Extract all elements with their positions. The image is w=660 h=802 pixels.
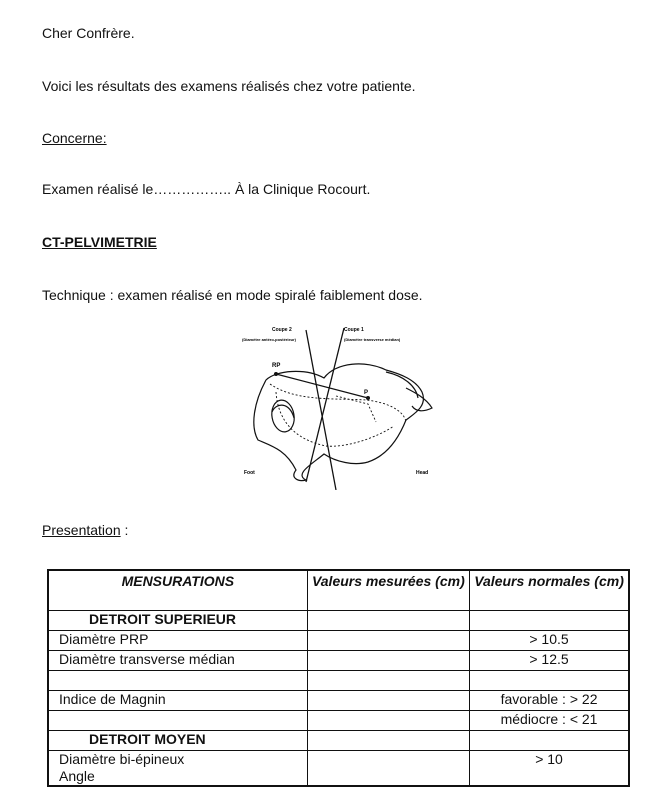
- technique-text: Technique : examen réalisé en mode spiralé faiblement dose.: [42, 287, 423, 303]
- row-normal: > 10.5: [470, 631, 629, 651]
- table-row: [48, 751, 629, 787]
- empty-cell: [307, 611, 469, 631]
- row-measured: [307, 691, 469, 711]
- table-row: [48, 631, 629, 651]
- row-label-angle: Angle: [59, 768, 95, 784]
- header-measured: Valeurs mesurées (cm): [307, 570, 469, 611]
- row-label: Diamètre transverse médian: [48, 651, 307, 671]
- point-p: [366, 396, 370, 400]
- empty-cell: [307, 731, 469, 751]
- section-detroit-superieur: DETROIT SUPERIEUR: [48, 611, 307, 631]
- header-mensurations: MENSURATIONS: [48, 570, 307, 611]
- row-normal: > 12.5: [470, 651, 629, 671]
- table-row: [48, 711, 629, 731]
- empty-cell: [470, 611, 629, 631]
- presentation-label: Presentation: [42, 522, 121, 538]
- row-label: Indice de Magnin: [48, 691, 307, 711]
- concerne-label: Concerne:: [42, 130, 107, 146]
- row-normal: médiocre : < 21: [470, 711, 629, 731]
- figure-label-coupe2-sub: (Diamètre antéro-postérieur): [242, 337, 297, 342]
- table-row: [48, 671, 629, 691]
- row-label: [48, 671, 307, 691]
- point-rp: [274, 372, 278, 376]
- pelvis-inner-dashed: [270, 384, 406, 446]
- figure-label-coupe1-sub: (Diamètre transverse médian): [344, 337, 401, 342]
- exam-date-line: Examen réalisé le…………….. À la Clinique Rocourt.: [42, 181, 371, 197]
- row-measured: [307, 751, 469, 787]
- figure-label-coupe2: Coupe 2: [272, 327, 292, 333]
- presentation-line: [42, 522, 128, 538]
- row-measured: [307, 651, 469, 671]
- figure-label-head: Head: [416, 470, 429, 476]
- figure-label-foot: Foot: [244, 470, 255, 476]
- table-row: [48, 691, 629, 711]
- figure-label-rp: RP: [272, 363, 281, 369]
- figure-label-coupe1: Coupe 1: [344, 327, 364, 333]
- section-row: [48, 731, 629, 751]
- header-normal: Valeurs normales (cm): [470, 570, 629, 611]
- row-normal: [470, 671, 629, 691]
- pelvis-outline: [254, 364, 432, 481]
- row-measured: [307, 631, 469, 651]
- measurements-table: [47, 569, 630, 787]
- row-measured: [307, 711, 469, 731]
- figure-label-p: P: [364, 390, 369, 396]
- section-row: [48, 611, 629, 631]
- presentation-colon: :: [120, 522, 129, 538]
- coupe1-line: [306, 328, 344, 482]
- section-detroit-moyen: DETROIT MOYEN: [48, 731, 307, 751]
- pelvis-diagram: [236, 322, 436, 490]
- row-measured: [307, 671, 469, 691]
- empty-cell: [470, 731, 629, 751]
- row-label: Diamètre PRP: [48, 631, 307, 651]
- exam-title: CT-PELVIMETRIE: [42, 234, 157, 250]
- row-label: [48, 711, 307, 731]
- row-normal: > 10: [470, 751, 629, 787]
- row-label-bi-epineux: Diamètre bi-épineux: [59, 751, 185, 767]
- intro-text: Voici les résultats des examens réalisés chez votre patiente.: [42, 78, 416, 94]
- row-normal: favorable : > 22: [470, 691, 629, 711]
- greeting: Cher Confrère.: [42, 25, 135, 41]
- row-label-multi: [48, 751, 307, 787]
- table-header-row: [48, 570, 629, 611]
- table-row: [48, 651, 629, 671]
